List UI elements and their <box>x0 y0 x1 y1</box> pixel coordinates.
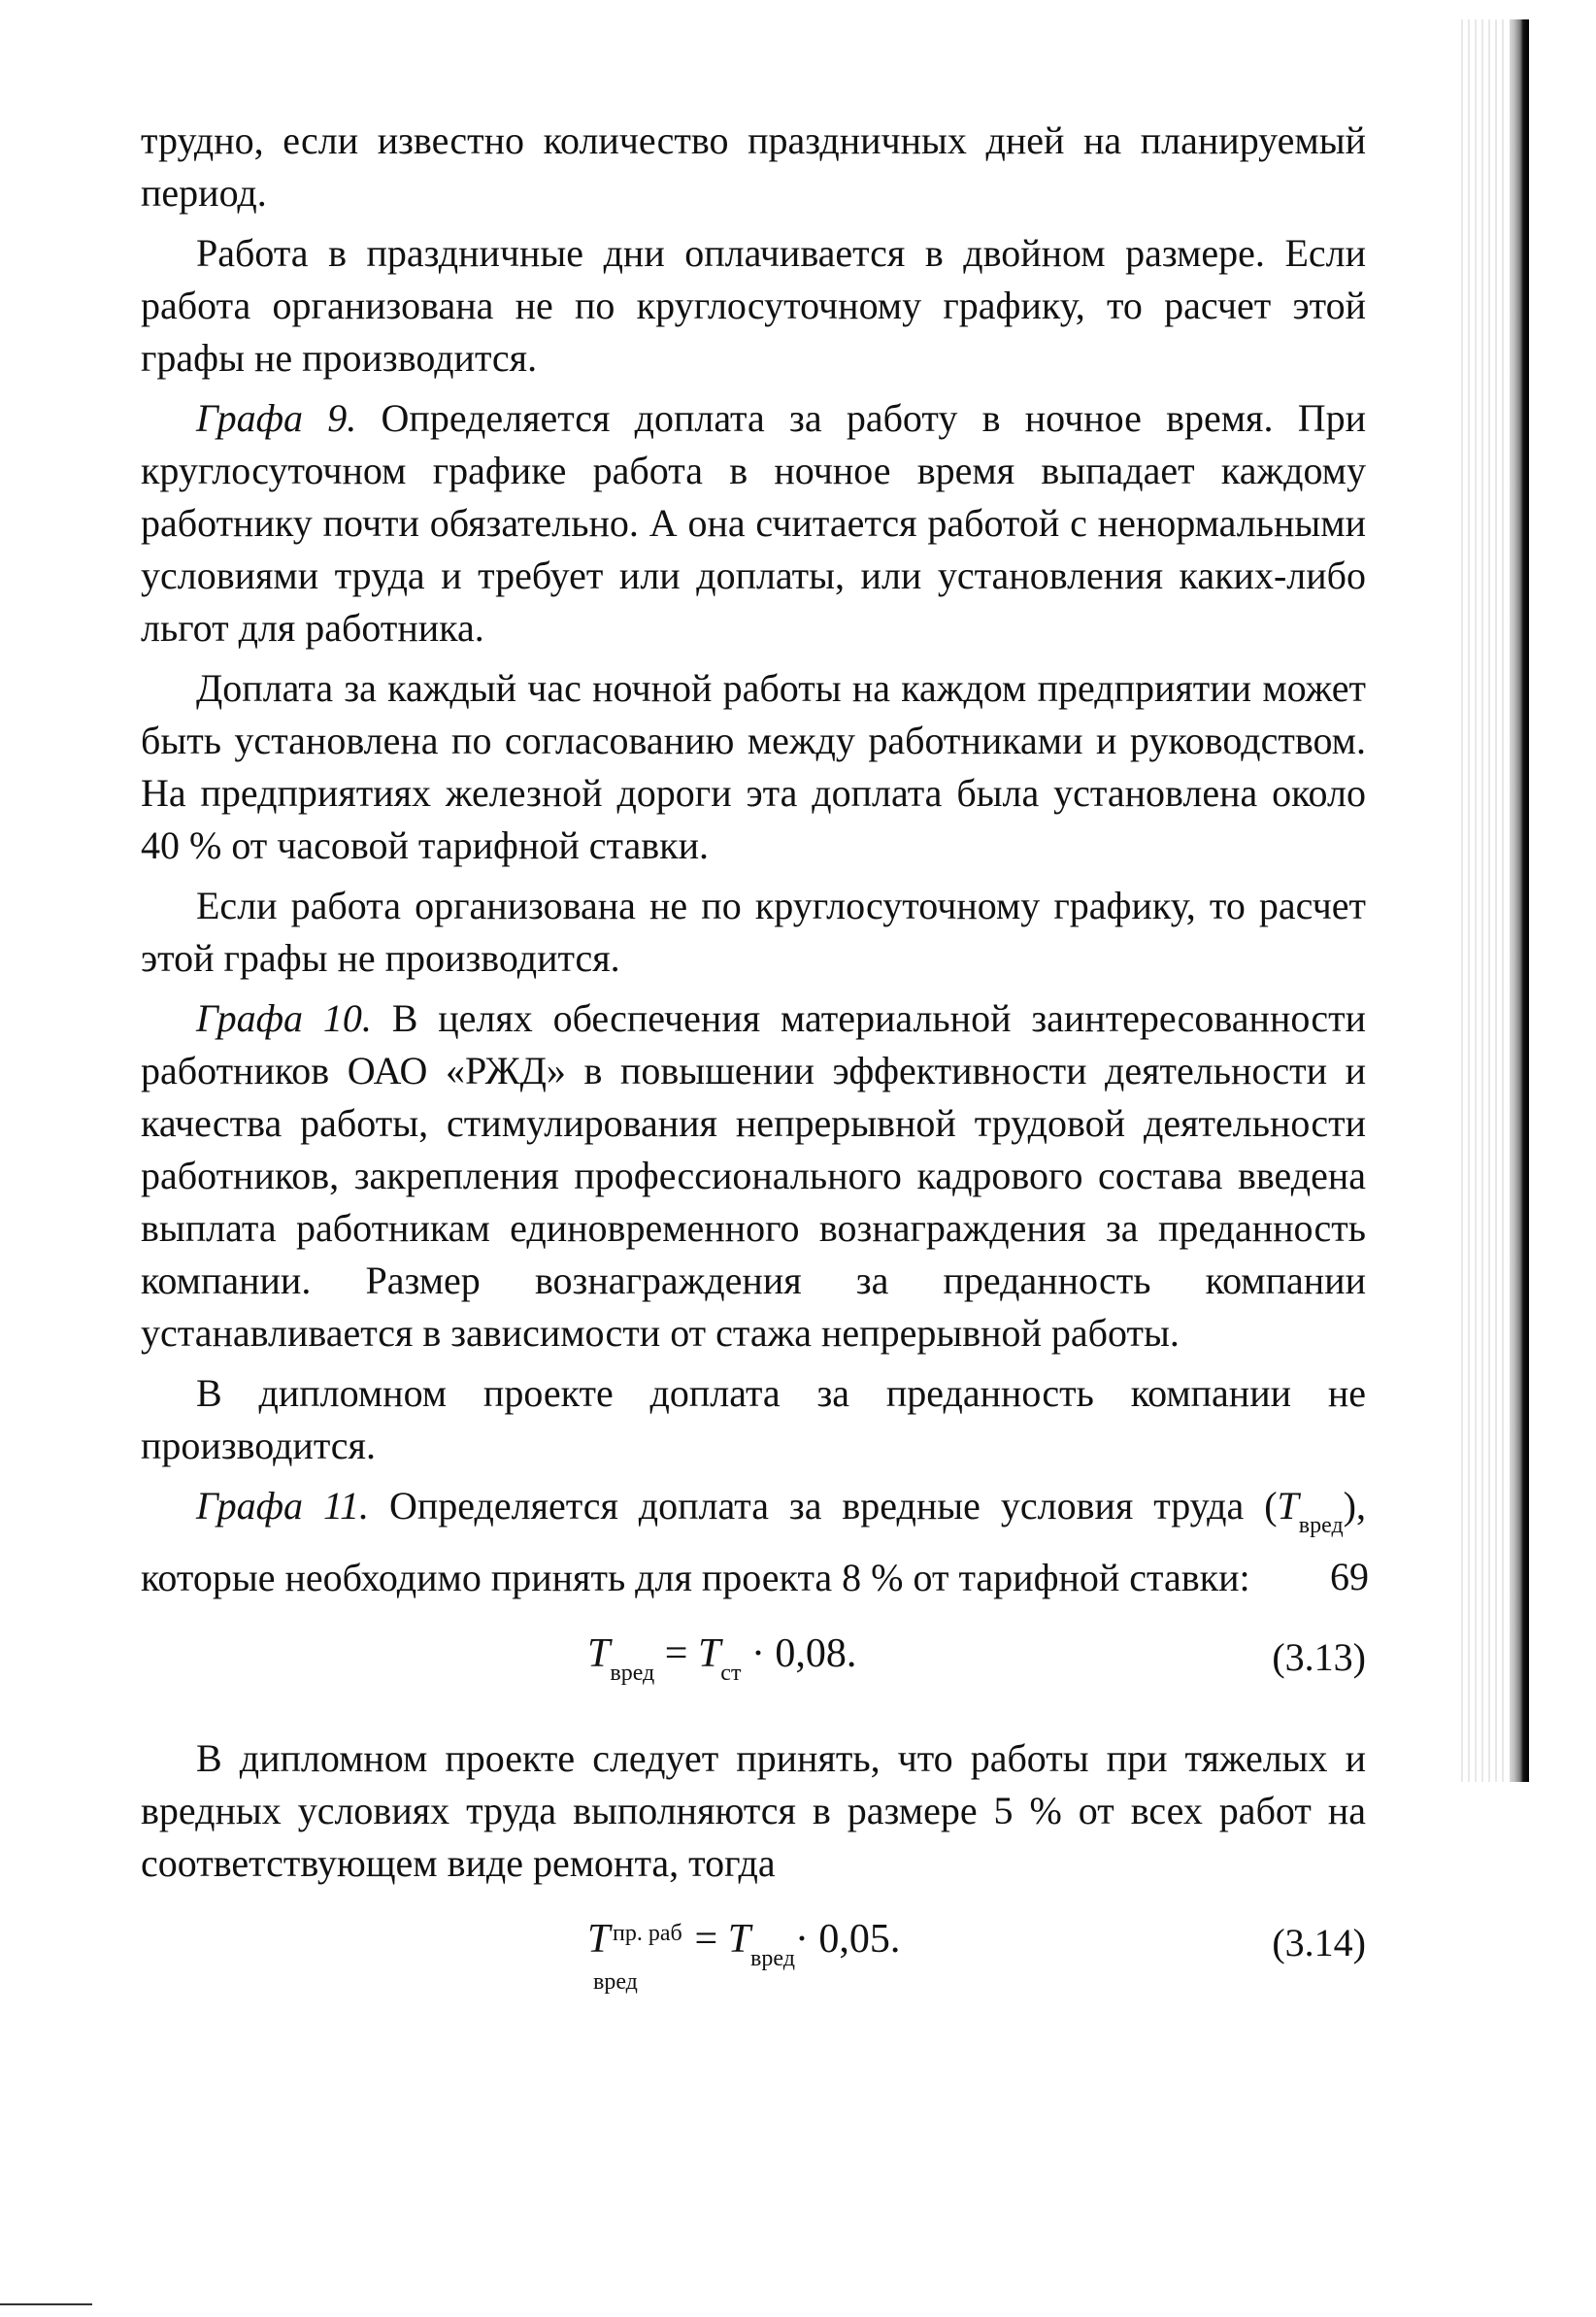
paragraph-text: Определяется доплата за работу в ночное время. При круглосуточном графике работа в ночное время выпадает каждому работнику почти обязательно. А она считается работой с ненормальными условиями труда и требует или доплаты, или установления каких-либо льгот для работника. <box>141 396 1366 650</box>
paragraph-text: ), которые необходимо принять для проекта 8 % от тарифной ставки: <box>141 1484 1366 1599</box>
variable: Т <box>727 1917 751 1962</box>
paragraph <box>141 1367 1366 1472</box>
binding-shadow-lines <box>1456 19 1509 1782</box>
variable-subscript: ст <box>720 1661 742 1686</box>
variable-with-indices <box>587 1913 684 1995</box>
equals-sign: = <box>684 1917 728 1962</box>
section-label: Графа 10. <box>196 996 372 1040</box>
variable-superscript: пр. раб <box>613 1921 682 1946</box>
paragraph <box>141 227 1366 385</box>
paragraph <box>141 880 1366 985</box>
formula-expression <box>587 1628 856 1699</box>
paragraph-text: трудно, если известно количество праздничных дней на планируемый период. <box>141 118 1366 215</box>
formula-number: (3.14) <box>1272 1921 1366 1964</box>
paragraph <box>141 1732 1366 1890</box>
formula-number: (3.13) <box>1272 1635 1366 1679</box>
page-body <box>141 115 1366 2018</box>
variable-subscript: вред <box>610 1661 655 1686</box>
paragraph <box>141 392 1366 655</box>
formula-expression <box>587 1913 901 1995</box>
paragraph-text: В дипломном проекте следует принять, что работы при тяжелых и вредных условиях труда выполняются в размере 5 % от всех работ на соответствующем виде ремонта, тогда <box>141 1736 1366 1885</box>
paragraph-text: В целях обеспечения материальной заинтересованности работников ОАО «РЖД» в повышении эффективности деятельности и качества работы, стимулирования непрерывной трудовой деятельности работников, закрепления профессионального кадрового состава введена выплата работникам единовременного вознаграждения за преданность компании. Размер вознаграждения за преданность компании устанавливается в зависимости от стажа непрерывной работы. <box>141 996 1366 1355</box>
paragraph <box>141 1480 1366 1604</box>
book-binding-edge <box>1510 19 1529 1782</box>
paragraph <box>141 662 1366 872</box>
formula-3-14 <box>141 1897 1366 2004</box>
variable: Т <box>1277 1484 1299 1528</box>
variable-subscript: вред <box>593 1969 638 1995</box>
paragraph-text: Определяется доплата за вредные условия труда ( <box>369 1484 1278 1528</box>
paragraph <box>141 115 1366 219</box>
paragraph <box>141 992 1366 1360</box>
paragraph-text: Работа в праздничные дни оплачивается в двойном размере. Если работа организована не по круглосуточному графику, то расчет этой графы не производится. <box>141 231 1366 380</box>
formula-3-13 <box>141 1612 1366 1719</box>
variable: Т <box>587 1631 611 1676</box>
paragraph-text: Если работа организована не по круглосуточному графику, то расчет этой графы не производится. <box>141 884 1366 980</box>
variable-subscript: вред <box>1298 1513 1344 1538</box>
variable: Т <box>587 1917 611 1962</box>
page-number: 69 <box>1330 1555 1369 1598</box>
formula-rest: · 0,08. <box>741 1631 857 1676</box>
scan-corner-line <box>0 2303 92 2305</box>
section-label: Графа 9. <box>196 396 357 440</box>
equals-sign: = <box>654 1631 698 1676</box>
paragraph-text: Доплата за каждый час ночной работы на каждом предприятии может быть установлена по согласованию между работниками и руководством. На предприятиях железной дороги эта доплата была установлена около 40 % от часовой тарифной ставки. <box>141 666 1366 867</box>
formula-rest: · 0,05. <box>794 1917 901 1962</box>
paragraph-text: В дипломном проекте доплата за преданность компании не производится. <box>141 1371 1366 1467</box>
variable: Т <box>697 1631 721 1676</box>
section-label: Графа 11. <box>196 1484 370 1528</box>
variable-subscript: вред <box>750 1946 795 1971</box>
